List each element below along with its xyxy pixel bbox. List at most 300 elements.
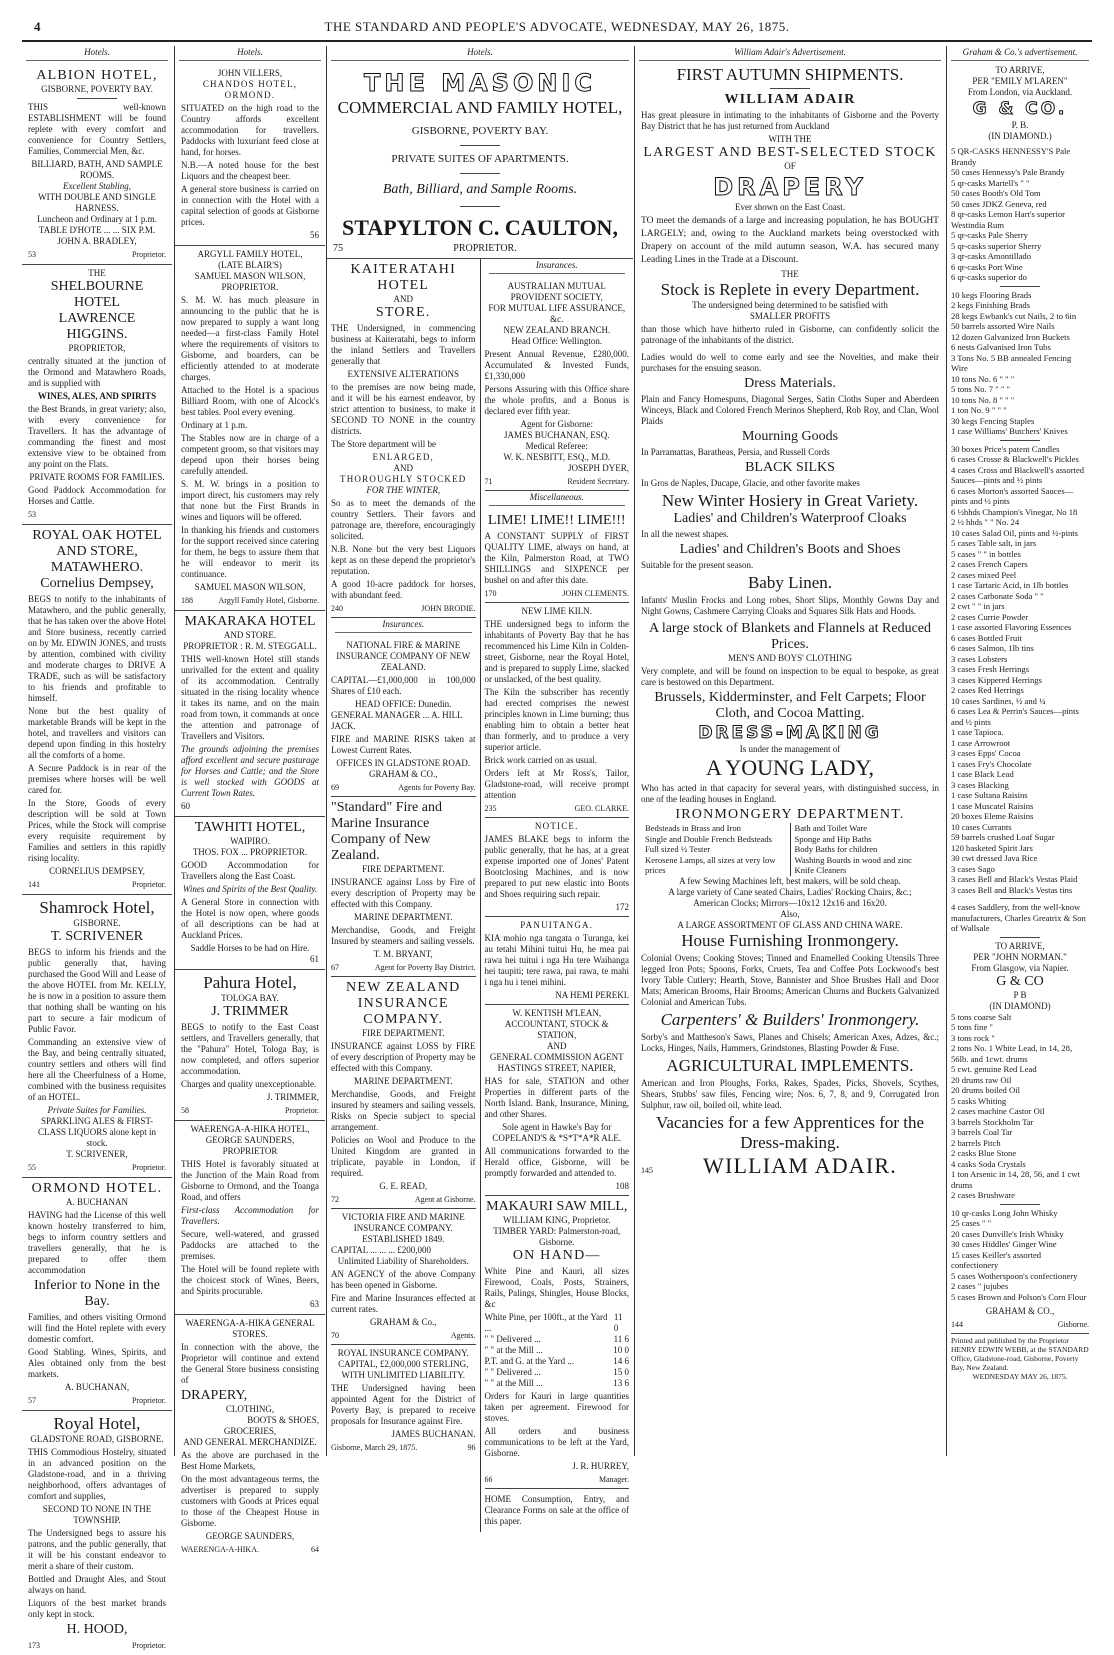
column-1 bbox=[22, 46, 172, 1650]
ad-body: CAPITAL—£1,000,000 in 100,000 Shares of £10 each. bbox=[331, 675, 476, 696]
ad-kaiteratahi-hotel bbox=[331, 259, 476, 618]
ad-title: LIME! LIME!! LIME!!! bbox=[487, 513, 626, 528]
ad-body: White Pine and Kauri, all sizes Firewood, Coals, Posts, Strainers, Rails, Palings, Shingles, House Blocks, &c bbox=[484, 1266, 629, 1309]
price-item: " " at the Mill ... bbox=[484, 1378, 543, 1388]
ad-body: In Gros de Naples, Ducape, Glacie, and other favorite makes bbox=[641, 478, 860, 488]
ad-body: BEGS to notify to the inhabitants of Matawhero, and the public generally, that he has taken over the above Hotel and Store business, recently carried on by Mr. EDWIN JONES, and trusts by attention, combined with civility and moderate charges to DRIVE A TRADE, such as will be satisfactory to his friends and profitable to himself. bbox=[28, 594, 166, 703]
ad-signature: Cornelius Dempsey, bbox=[40, 576, 154, 591]
ad-role: Agent at Gisborne. bbox=[414, 1195, 476, 1204]
ad-mclean-agent bbox=[485, 1005, 630, 1196]
list-item: Washing Boards in wood and zinc bbox=[794, 854, 912, 865]
ad-signature: J. TRIMMER bbox=[211, 1004, 289, 1019]
ad-new-lime-kiln bbox=[485, 603, 630, 818]
ad-line: AND bbox=[547, 1041, 567, 1051]
ad-line: FIRE DEPARTMENT. bbox=[362, 864, 445, 874]
list-item: Kerosene Lamps, all sizes at very low prices bbox=[645, 854, 776, 875]
ad-line: MARINE DEPARTMENT. bbox=[354, 912, 453, 922]
ad-body: N.B. None but the very best Liquors kept as on these depend the proprietor's reputation. bbox=[331, 544, 476, 576]
ad-body: THE Undersigned, in commencing business at Kaiteratahi, begs to inform the inland Settlers and Travellers generally that bbox=[331, 323, 476, 366]
column-2 bbox=[174, 46, 325, 1554]
ad-place: WAIPIRO. bbox=[230, 836, 270, 846]
ad-line: PRIVATE ROOMS FOR FAMILIES. bbox=[29, 472, 165, 482]
ad-body: Families, and others visiting Ormond will find the Hotel replete with every domestic comfort. bbox=[28, 1312, 166, 1344]
ad-body: In Parramattas, Baratheas, Persia, and Russell Cords bbox=[641, 447, 830, 457]
price-item: " " at the Mill ... bbox=[484, 1345, 543, 1355]
ad-role: Agents for Poverty Bay. bbox=[398, 783, 476, 792]
ad-body: In thanking his friends and customers for the support received since catering for them, he begs to assure them that he will endeavor to merit its continuance. bbox=[181, 525, 319, 579]
ad-body: FIRE and MARINE RISKS taken at Lowest Current Rates. bbox=[331, 734, 476, 755]
ad-line: PRIVATE SUITES OF APARTMENTS. bbox=[391, 153, 569, 165]
ad-body: S. M. W. has much pleasure in announcing to the public that he is now prepared to supply a want long needed—a first-class Family Hotel where the requirements of visitors to Gisborne, and boarders, can be efficiently attended to at moderate charges. bbox=[181, 295, 319, 382]
ad-body: Good Stabling. Wines, Spirits, and Ales obtained only from the best markets. bbox=[28, 1347, 166, 1379]
ad-place: ORMOND. bbox=[224, 90, 276, 100]
list-item: 3 Tons No. 5 BB annealed Fencing Wire bbox=[951, 352, 1072, 373]
ad-body: First-class Accommodation for Travellers. bbox=[181, 1205, 319, 1226]
ad-role: PROPRIETOR. bbox=[221, 282, 279, 292]
ad-line: TIMBER YARD: Palmerston-road, Gisborne. bbox=[493, 1226, 621, 1247]
ad-signature: W. KENTISH M'LEAN, bbox=[512, 1008, 602, 1018]
ad-signature: GRAHAM & Co., bbox=[369, 1317, 437, 1327]
ad-signature: H. HOOD, bbox=[66, 1622, 128, 1637]
ad-line: Saddle Horses to be had on Hire. bbox=[190, 943, 310, 953]
ad-body: The Store department will be bbox=[331, 439, 436, 449]
list-item: 1 ton Arsenic in 14, 28, 56, and 1 cwt drums bbox=[951, 1169, 1080, 1190]
ad-notice bbox=[485, 818, 630, 917]
ad-title: ORMOND HOTEL. bbox=[31, 1181, 163, 1196]
ad-subtitle: COMMERCIAL AND FAMILY HOTEL, bbox=[337, 98, 623, 117]
ad-signature: SAMUEL MASON WILSON, bbox=[194, 271, 306, 281]
ad-line: Excellent Stabling, bbox=[63, 181, 131, 191]
ad-signature: JAMES BUCHANAN. bbox=[391, 1429, 476, 1439]
imprint bbox=[951, 1333, 1089, 1381]
list-item: 5 qr-casks Martell's " " bbox=[951, 177, 1030, 188]
list-item: 25 cases " " bbox=[951, 1218, 992, 1228]
ad-body: None but the best quality of marketable Brands will be kept in the hotel, and travellers and visitors can depend upon finding in this hostelry all the comforts of a home. bbox=[28, 706, 166, 760]
ad-graham-co bbox=[947, 65, 1093, 1381]
divider bbox=[1000, 937, 1040, 938]
ad-heading: Vacancies for a few Apprentices for the Dress-making. bbox=[655, 1112, 925, 1152]
list-item: 1 case Williams' Butchers' Knives bbox=[951, 426, 1068, 436]
ad-body: Liquors of the best market brands only kept in stock. bbox=[28, 1598, 166, 1619]
list-item: 3 tons rock " bbox=[951, 1032, 995, 1043]
ad-place: GISBORNE, POVERTY BAY. bbox=[41, 84, 153, 94]
list-item: 20 drums raw Oil bbox=[951, 1074, 1012, 1085]
ad-line: BOOTS & SHOES, bbox=[247, 1415, 319, 1425]
list-item: 2 ½ hhds " " No. 24 bbox=[951, 517, 1020, 527]
masthead bbox=[22, 6, 1092, 42]
list-item: 3 cases Lobsters bbox=[951, 653, 1008, 664]
ad-line: Unlimited Liability of Shareholders. bbox=[337, 1256, 469, 1266]
ad-body: Persons Assuring with this Office share the whole profits, and a Bonus is declared ever fifth year. bbox=[484, 384, 629, 416]
column-3 bbox=[326, 46, 633, 1526]
divider bbox=[460, 173, 500, 174]
list-item: 6 cases Salmon, 1lb tins bbox=[951, 643, 1034, 653]
ad-heading: Dress Materials. bbox=[744, 376, 836, 391]
ad-waerenga-hotel bbox=[175, 1121, 325, 1315]
ad-number: 235 bbox=[484, 804, 497, 813]
section-header: Hotels. bbox=[179, 46, 321, 61]
ad-signature: GEO. CLARKE. bbox=[574, 804, 629, 813]
ad-body: The Hotel will be found replete with the choicest stock of Wines, Beers, and Spirits procurable. bbox=[181, 1264, 319, 1296]
ad-line: (LATE BLAIR'S) bbox=[218, 260, 282, 270]
ad-body: THIS well-known Hotel still stands unrivalled for the extent and quality of its accommodation. Centrally situated in the rising locality whence it takes its name, and on the main road from town, it commands at once the attention and patronage of Travellers and Visitors. bbox=[181, 654, 319, 741]
ad-body: In connection with the above, the Proprietor will continue and extend the General Store business consisting of bbox=[181, 1342, 319, 1385]
ad-lime bbox=[485, 510, 630, 603]
ad-line: MARINE DEPARTMENT. bbox=[354, 1076, 453, 1086]
ad-number: 66 bbox=[484, 1475, 493, 1484]
divider bbox=[77, 98, 117, 99]
price-list bbox=[485, 1312, 630, 1389]
ad-heading: Stock is Replete in every Department. bbox=[660, 280, 920, 299]
list-item: 2 cases Carbonate Soda " " bbox=[951, 590, 1044, 601]
list-item: 5 tons No. 7 " " " bbox=[951, 384, 1010, 394]
ad-body: A CONSTANT SUPPLY of FIRST QUALITY LIME, always on hand, at the Kiln, Palmerston Road, at TWO SHILLINGS and SIXPENCE per bushel on and after this date. bbox=[484, 531, 629, 585]
ad-argyll-hotel bbox=[175, 246, 325, 611]
section-header: Graham & Co.'s advertisement. bbox=[951, 46, 1089, 61]
list-item: 10 tons No. 6 " " " bbox=[951, 373, 1015, 384]
goods-list-hardware bbox=[951, 290, 1089, 437]
ad-body: Merchandise, Goods, and Freight insured by steamers and sailing vessels. Risks on Specie subject to special arrangement. bbox=[331, 1089, 476, 1132]
ad-line: THE bbox=[781, 269, 799, 279]
ad-address: Argyll Family Hotel, Gisborne. bbox=[218, 596, 319, 605]
ad-line: Also, bbox=[780, 908, 800, 919]
price-item: P.T. and G. at the Yard ... bbox=[484, 1356, 575, 1366]
ad-chandos-hotel bbox=[175, 65, 325, 246]
ad-title: "Standard" Fire and Marine Insurance Company of New Zealand. bbox=[331, 800, 442, 863]
price-row bbox=[485, 1356, 630, 1367]
ad-body: SITUATED on the high road to the Country affords excellent accommodation for travellers. Paddocks with luxuriant feed close at hand, for horses. bbox=[181, 103, 319, 157]
divider bbox=[1000, 898, 1040, 899]
list-item: 3 qr-casks Amontillado bbox=[951, 251, 1032, 261]
ad-line: P. B. bbox=[1011, 120, 1029, 130]
ad-body: Sorby's and Mattheson's Saws, Planes and Chisels; American Axes, Adzes, &c.; Locks, Hinges, Nails, Hammers, Grindstones, Blasting Powder & Fuse. bbox=[641, 1031, 939, 1053]
ad-line: CAPITAL ... ... ... £200,000 bbox=[331, 1245, 431, 1255]
ad-makauri-saw-mill bbox=[485, 1196, 630, 1489]
list-item: 3 barrels Coal Tar bbox=[951, 1127, 1013, 1137]
list-item: 5 tons fine " bbox=[951, 1022, 993, 1032]
list-item: 30 cases Hiddles' Ginger Wine bbox=[951, 1239, 1057, 1249]
ad-role: PROPRIETOR. bbox=[453, 243, 517, 254]
column-5 bbox=[946, 46, 1093, 1456]
list-item: Sponge and Hip Baths bbox=[794, 833, 872, 844]
price-value: 14 6 bbox=[613, 1356, 629, 1366]
ad-title: THE MASONIC bbox=[364, 69, 596, 97]
imprint-date: WEDNESDAY MAY 26, 1875. bbox=[972, 1372, 1068, 1381]
ad-signature: NA HEMI PEREKI. bbox=[555, 990, 629, 1000]
ad-line: ENLARGED, bbox=[372, 452, 435, 462]
list-item: 30 cwt dressed Java Rice bbox=[951, 853, 1038, 863]
ad-number: 63 bbox=[310, 1299, 319, 1309]
ironmongery-list bbox=[641, 823, 939, 876]
price-value: 11 0 bbox=[613, 1312, 623, 1333]
list-item: 1 case Black Lead bbox=[951, 769, 1014, 779]
list-item: 6 ½hhds Champion's Vinegar, No 18 bbox=[951, 506, 1078, 517]
ad-heading: BLACK SILKS bbox=[745, 460, 835, 475]
ad-heading: New Winter Hosiery in Great Variety. bbox=[661, 491, 919, 510]
imprint-text: Printed and published by the Proprietor HENRY EDWIN WEBB, at the STANDARD Office, Gladstone-road, Gisborne, Poverty Bay, New Zealand. bbox=[951, 1336, 1089, 1372]
ad-national-insurance bbox=[331, 637, 476, 797]
ad-line: WINES, ALES, AND SPIRITS bbox=[37, 391, 157, 401]
ad-line: Sole agent in Hawke's Bay for bbox=[502, 1122, 612, 1132]
ad-line: AND STORE. bbox=[223, 630, 277, 640]
price-value: 10 0 bbox=[613, 1345, 629, 1355]
ad-line: GEORGE SAUNDERS, PROPRIETOR bbox=[205, 1135, 295, 1156]
ad-heading: Ladies' and Children's Waterproof Cloaks bbox=[673, 511, 907, 526]
ad-place: GISBORNE, POVERTY BAY. bbox=[411, 125, 549, 137]
list-item: 1 case Tartaric Acid, in 1lb bottles bbox=[951, 580, 1069, 590]
divider bbox=[1000, 286, 1040, 287]
ad-place: TOLOGA BAY. bbox=[221, 993, 279, 1003]
ad-standard-insurance bbox=[331, 797, 476, 977]
newspaper-title: THE STANDARD AND PEOPLE'S ADVOCATE, WEDNESDAY, MAY 26, 1875. bbox=[324, 19, 790, 34]
list-item: 5 cases Table salt, in jars bbox=[951, 538, 1037, 548]
ad-title: ARGYLL FAMILY HOTEL, bbox=[197, 249, 303, 259]
list-item: 1 case Muscatel Raisins bbox=[951, 800, 1034, 811]
goods-list-groceries bbox=[951, 444, 1089, 896]
ad-signature: JOSEPH DYER, bbox=[567, 463, 629, 473]
ad-william-adair bbox=[635, 65, 945, 1179]
ad-line: SECOND TO NONE IN THE TOWNSHIP. bbox=[42, 1504, 152, 1525]
ad-role: Agents. bbox=[450, 1331, 476, 1340]
divider bbox=[1000, 1204, 1040, 1205]
list-item: 2 casks Blue Stone bbox=[951, 1148, 1017, 1158]
ad-title: ROYAL INSURANCE COMPANY. bbox=[337, 1348, 469, 1358]
ad-line: The undersigned being determined to be satisfied with bbox=[692, 300, 888, 310]
ad-line: SPARKLING ALES & FIRST-CLASS LIQUORS alone kept in stock. bbox=[38, 1116, 156, 1148]
ad-nz-insurance bbox=[331, 977, 476, 1209]
list-item: 2 cases Brushware bbox=[951, 1190, 1015, 1200]
goods-list-spirits bbox=[951, 146, 1089, 283]
ad-number: 108 bbox=[615, 1181, 629, 1191]
section-header: William Adair's Advertisement. bbox=[639, 46, 941, 61]
ad-title: GENERAL COMMISSION AGENT bbox=[489, 1052, 624, 1062]
list-item: 20 drums boiled Oil bbox=[951, 1085, 1020, 1095]
ad-body: Very complete, and will be found on inspection to be equal to bespoke, as great care is bestowed on this Department. bbox=[641, 666, 939, 687]
ad-title: CHANDOS HOTEL, bbox=[202, 79, 298, 89]
ad-body: American and Iron Ploughs, Forks, Rakes, Spades, Picks, Shovels, Scythes, Shears, Stubbs' saw files, Fencing wire; Nos. 6, 7, 8, and 9, Corrugated Iron Sulphur, raw oil, boiled oil, white lead. bbox=[641, 1077, 939, 1110]
ad-number: 64 bbox=[311, 1545, 319, 1554]
ad-title: Royal Hotel, bbox=[53, 1414, 141, 1433]
ad-line: BILLIARD, BATH, AND SAMPLE ROOMS. bbox=[31, 159, 163, 180]
ad-number: 172 bbox=[615, 902, 629, 912]
ad-number: 57 bbox=[28, 1396, 36, 1405]
ad-body: HAS for sale, STATION and other Properties in different parts of the North Island. Bank, Insurance, Mining, and other Shares. bbox=[484, 1076, 629, 1119]
ad-title: WAERENGA-A-HIKA HOTEL, bbox=[190, 1124, 310, 1134]
list-item: 5 qr-casks Pale Sherry bbox=[951, 230, 1028, 240]
ad-body: THIS well-known ESTABLISHMENT will be found replete with every comfort and convenience for Country Settlers, Families, Commercial Men, &c. bbox=[28, 102, 166, 156]
ad-body: A General Store in connection with the Hotel is now open, where goods of all descriptions can be had at Auckland Prices. bbox=[181, 897, 319, 940]
ad-signature: J. R. HURREY, bbox=[572, 1461, 629, 1471]
price-value: 11 6 bbox=[613, 1334, 629, 1344]
ad-signature: T. SCRIVENER, bbox=[66, 1149, 128, 1159]
list-item: 50 cases JDKZ Geneva, red bbox=[951, 198, 1047, 209]
ad-heading: House Furnishing Ironmongery. bbox=[681, 930, 899, 950]
ad-heading-drapery: DRAPERY bbox=[713, 173, 867, 201]
divider bbox=[770, 88, 810, 89]
ad-line: COPELAND'S & *S*T*A*R ALE. bbox=[492, 1133, 622, 1143]
ad-body: Orders for Kauri in large quantities taken per agreement. Firewood for stoves. bbox=[484, 1391, 629, 1423]
ad-line: THOS. FOX ... PROPRIETOR. bbox=[192, 847, 308, 857]
ad-line: From Glasgow, via Napier. bbox=[971, 962, 1069, 973]
ad-body: Bottled and Draught Ales, and Stout always on hand. bbox=[28, 1574, 166, 1595]
list-item: 10 qr-casks Long John Whisky bbox=[951, 1207, 1058, 1218]
ad-body: Suitable for the present season. bbox=[641, 560, 754, 570]
list-item: 5 QR-CASKS HENNESSY'S Pale Brandy bbox=[951, 146, 1071, 167]
ad-signature: GRAHAM & CO., bbox=[368, 769, 438, 779]
ad-body: A general store business is carried on in connection with the Hotel with a capital selection of goods at Gisborne prices. bbox=[181, 184, 319, 227]
ad-signature: STAPYLTON C. CAULTON, bbox=[342, 215, 618, 240]
ad-line: NEW ZEALAND BRANCH. bbox=[503, 325, 611, 335]
ad-signature: JOHN A. BRADLEY, bbox=[57, 236, 137, 246]
list-item: 1 case Arrowroot bbox=[951, 737, 1011, 748]
list-item: 4 cases Cross and Blackwell's assorted Sauces—pints and ½ pints bbox=[951, 464, 1085, 485]
ad-body: HOME Consumption, Entry, and Clearance Forms on sale at the office of this paper. bbox=[484, 1494, 629, 1526]
list-item: Single and Double French Bedsteads bbox=[645, 833, 772, 844]
list-item: Bath and Toilet Ware bbox=[794, 823, 868, 833]
list-item: 6 cases Crosse & Blackwell's Pickles bbox=[951, 454, 1079, 464]
ad-number: 96 bbox=[467, 1443, 476, 1452]
ad-line: FOR THE WINTER, bbox=[366, 485, 441, 495]
ad-body: INSURANCE against LOSS by FIRE of every description of Property may be effected with this Company. bbox=[331, 1041, 476, 1073]
ad-line: From London, via Auckland. bbox=[967, 87, 1073, 97]
list-item: 6 nests Galvanised Iron Tubs bbox=[951, 342, 1051, 352]
ad-heading: Ladies' and Children's Boots and Shoes bbox=[679, 542, 901, 557]
ad-number: 70 bbox=[331, 1331, 339, 1340]
ad-line: G & CO bbox=[996, 973, 1044, 989]
ad-title: TAWHITI HOTEL, bbox=[194, 820, 306, 835]
ad-line: FIRE DEPARTMENT. bbox=[362, 1028, 445, 1038]
list-item: 2 cwt " " in jars bbox=[951, 601, 1005, 611]
list-item: 5 cases " " in bottles bbox=[951, 548, 1021, 559]
ad-number: 141 bbox=[28, 880, 40, 889]
ad-number: 71 bbox=[484, 477, 493, 486]
ad-body: So as to meet the demands of the country Settlers. Their favors and patronage are, therefore, encouragingly solicited. bbox=[331, 498, 476, 541]
ad-body: The Undersigned begs to assure his patrons, and the public generally, that it will be his constant endeavor to merit a share of their custom. bbox=[28, 1528, 166, 1571]
section-header: Insurances. bbox=[335, 618, 472, 633]
ad-body: The Kiln the subscriber has recently had erected comprises the newest principles known in Lime burning; thus enabling him to obtain a better heat than formerly, and to produce a very superior article. bbox=[484, 687, 629, 752]
ad-title: FIRST AUTUMN SHIPMENTS. bbox=[676, 65, 904, 84]
list-item: 2 cases mixed Peel bbox=[951, 569, 1017, 580]
ad-body: In all the newest shapes. bbox=[641, 529, 729, 539]
ad-title: NEW ZEALAND INSURANCE COMPANY. bbox=[346, 980, 461, 1027]
list-item: Body Baths for children bbox=[794, 844, 878, 854]
ad-role: Proprietor. bbox=[132, 1163, 166, 1172]
list-item: 50 barrels assorted Wire Nails bbox=[951, 321, 1055, 331]
ad-line: AND bbox=[393, 463, 413, 473]
goods-list-stores bbox=[951, 1012, 1089, 1201]
ad-role: Agent for Poverty Bay District. bbox=[374, 963, 476, 972]
ad-signature: JOHN CLEMENTS. bbox=[562, 589, 629, 598]
list-item: 28 kegs Ewbank's cut Nails, 2 to 6in bbox=[951, 310, 1077, 321]
ad-line: TO ARRIVE, bbox=[995, 65, 1045, 75]
ad-royal-oak-hotel bbox=[22, 525, 172, 895]
ad-role: Proprietor. bbox=[132, 250, 166, 259]
ad-body: Fire and Marine Insurances effected at current rates. bbox=[331, 1293, 476, 1314]
ad-line: AND GENERAL MERCHANDIZE. bbox=[183, 1437, 317, 1447]
ad-title: Shamrock Hotel, bbox=[39, 898, 155, 917]
ad-body: TO meet the demands of a large and increasing population, he has BOUGHT LARGELY; and, owing to the Auckland markets being overstocked with Drapery on account of the mild autumn season, W.A. has secured many Leading Lines in the Trade at a Discount. bbox=[641, 216, 939, 265]
ad-albion-hotel bbox=[22, 65, 172, 265]
ad-number: 69 bbox=[331, 783, 339, 792]
ad-line: (IN DIAMOND) bbox=[989, 1000, 1051, 1011]
ad-title: MAKAURI SAW MILL, bbox=[486, 1199, 628, 1214]
ad-line: Inferior to None in the Bay. bbox=[34, 1278, 160, 1309]
ad-role: Proprietor. bbox=[132, 1396, 166, 1405]
list-item: 3 barrels Stockholm Tar bbox=[951, 1116, 1034, 1127]
ad-title: ACCOUNTANT, STOCK & STATION, bbox=[504, 1019, 609, 1040]
ad-body: the Best Brands, in great variety; also, with every convenience for Travellers. It has the advantage of commanding the finest and most extensive view to be obtained from any point on the Flats. bbox=[28, 404, 166, 469]
ad-makaraka-hotel bbox=[175, 611, 325, 817]
ad-line: TO ARRIVE, bbox=[995, 940, 1045, 951]
ad-title: NATIONAL FIRE & MARINE INSURANCE COMPANY OF NEW ZEALAND. bbox=[336, 640, 471, 672]
ad-body: Present Annual Revenue, £280,000. Accumulated & Invested Funds, £1,330,000 bbox=[484, 349, 629, 381]
two-column-section bbox=[327, 259, 633, 1532]
ad-body: All communications forwarded to the Herald office, Gisborne, will be promptly forwarded and attended to. bbox=[484, 1146, 629, 1178]
ad-body: Brick work carried on as usual. bbox=[484, 755, 597, 765]
ad-signature: JOHN BRODIE. bbox=[421, 604, 476, 613]
ad-title: WAERENGA-A-HIKA GENERAL STORES. bbox=[185, 1318, 315, 1339]
list-item: 59 barrels crushed Loaf Sugar bbox=[951, 832, 1055, 842]
ad-place: Gisborne. bbox=[1057, 1320, 1089, 1329]
ad-address: HASTINGS STREET, NAPIER, bbox=[497, 1063, 616, 1073]
list-item: 4 cases Saddlery, from the well-know manufacturers, Charles Greatrix & Son of Wallsale bbox=[951, 902, 1086, 933]
ad-line: PROPRIETOR : R. M. STEGGALL. bbox=[183, 641, 317, 651]
ad-number: 72 bbox=[331, 1195, 339, 1204]
divider bbox=[460, 145, 500, 146]
ironmongery-list-left bbox=[641, 823, 790, 876]
list-item: 3 cases Epps' Cocoa bbox=[951, 748, 1021, 758]
subcolumn-right bbox=[480, 259, 634, 1532]
ad-body: S. M. W. brings in a position to import direct, his customers may rely that none but the First Brands in wines and liquors will be offered. bbox=[181, 479, 319, 522]
ad-line: AND bbox=[393, 294, 413, 304]
ad-heading: Carpenters' & Builders' Ironmongery. bbox=[660, 1009, 920, 1029]
price-row bbox=[485, 1334, 630, 1345]
ad-place: GISBORNE. bbox=[73, 918, 121, 928]
list-item: 2 cases machine Castor Oil bbox=[951, 1106, 1045, 1116]
list-item: 10 cases Currants bbox=[951, 821, 1012, 832]
ad-line: A few Sewing Machines left, best makers, will be sold cheap. bbox=[679, 875, 901, 886]
ad-line: P B bbox=[1013, 989, 1027, 1000]
ad-body: Ladies would do well to come early and see the Novelties, and make their purchases for the ensuing season. bbox=[641, 352, 939, 373]
ad-title: NEW LIME KILN. bbox=[521, 606, 593, 616]
list-item: 10 cases Salad Oil, pints and ½-pints bbox=[951, 527, 1078, 538]
list-item: 50 cases Hennessy's Pale Brandy bbox=[951, 167, 1065, 177]
ad-line: JAMES BUCHANAN, ESQ. bbox=[503, 430, 610, 440]
ad-line: WITH DOUBLE AND SINGLE HARNESS. bbox=[38, 192, 156, 213]
list-item: 2 cases Currie Powder bbox=[951, 611, 1029, 622]
ad-role: Resident Secretary. bbox=[567, 477, 629, 486]
ad-body: Infants' Muslin Frocks and Long robes, Short Slips, Monthly Gowns Day and Night Gowns, Cashmere Carrying Cloaks and Squares Silk Hats and Hoods. bbox=[641, 595, 939, 616]
ad-number: 56 bbox=[310, 230, 319, 240]
price-row bbox=[485, 1312, 630, 1334]
ad-place: GLADSTONE ROAD, GISBORNE. bbox=[30, 1434, 164, 1444]
list-item: 50 cases Booth's Old Tom bbox=[951, 188, 1041, 198]
ad-body: to the premises are now being made, and it will be his earnest endeavor, by strict attention to business, to make it SECOND TO NONE in the country districts. bbox=[331, 382, 476, 436]
ad-number: 145 bbox=[641, 1165, 653, 1175]
list-item: 1 cases Fry's Chocolate bbox=[951, 758, 1032, 769]
ad-waerenga-stores bbox=[175, 1315, 325, 1559]
ad-role: Proprietor. bbox=[132, 1641, 166, 1650]
ad-line: HEAD OFFICE: Dunedin. bbox=[355, 699, 452, 709]
list-item: 2 tons No. 1 White Lead, in 14, 28, 56lb. and 1cwt. drums bbox=[951, 1043, 1073, 1064]
list-item: 6 cases Morton's assorted Sauces—pints and ½ pints bbox=[951, 485, 1074, 506]
ad-title: Pahura Hotel, bbox=[203, 973, 297, 992]
ad-body: A Secure Paddock is in rear of the premises where horses will be well cared for. bbox=[28, 763, 166, 795]
ad-signature: A. BUCHANAN bbox=[65, 1197, 128, 1207]
ad-body: BEGS to inform his friends and the public generally that, having purchased the Good Will and Lease of the above HOTEL from Mr. KELLY, he is now in a position to assure them that nothing shall be wanting on his part to secure a fair modicum of Public Favor. bbox=[28, 947, 166, 1034]
ad-masonic-hotel bbox=[327, 65, 633, 259]
ad-line: GROCERIES, bbox=[223, 1426, 277, 1436]
